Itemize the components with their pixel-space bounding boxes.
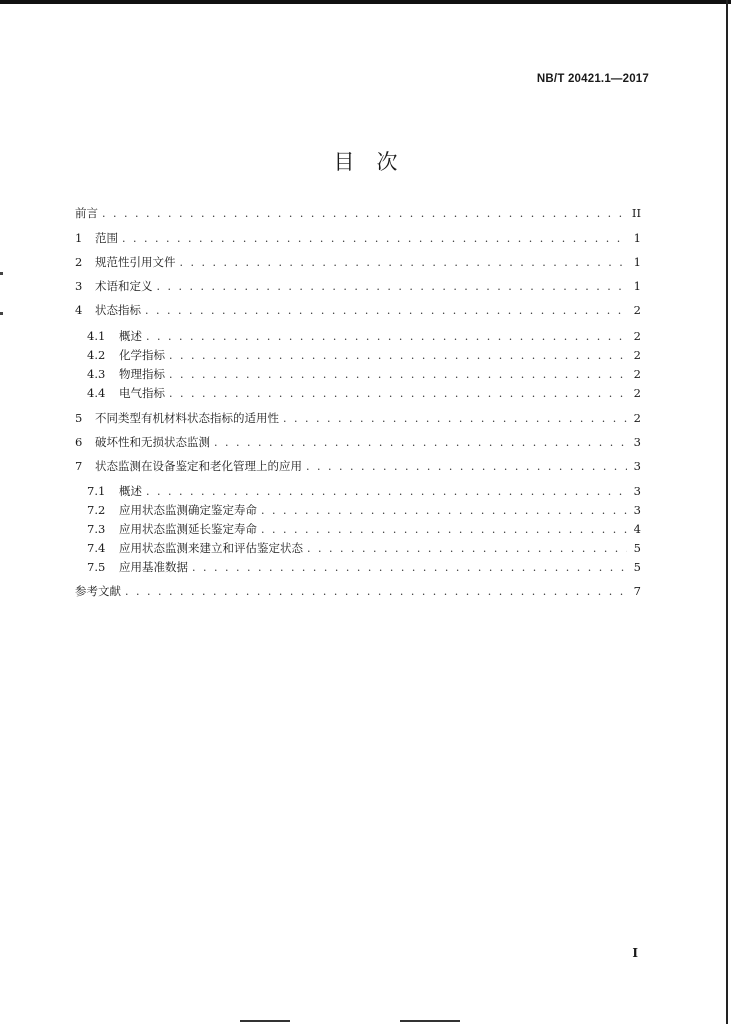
toc-leader-dots xyxy=(261,504,627,517)
toc-entry-number: 7.4 xyxy=(87,541,106,555)
toc-entry-label: 应用基准数据 xyxy=(119,560,188,574)
toc-entry[interactable] xyxy=(75,483,641,503)
toc-entry[interactable] xyxy=(75,385,641,405)
toc-entry-page: II xyxy=(631,206,641,220)
toc-entry-number: 7.1 xyxy=(87,484,106,498)
toc-entry-page: 2 xyxy=(633,411,641,425)
toc-entry-number: 7.5 xyxy=(87,560,106,574)
toc-leader-dots xyxy=(125,585,627,598)
toc-entry-page: 3 xyxy=(633,459,641,473)
toc-entry-label: 应用状态监测确定鉴定寿命 xyxy=(119,503,257,517)
toc-leader-dots xyxy=(283,412,627,425)
toc-leader-dots xyxy=(122,232,627,245)
toc-leader-dots xyxy=(146,485,627,498)
toc-entry-label: 破坏性和无损状态监测 xyxy=(95,435,210,449)
toc-leader-dots xyxy=(169,349,627,362)
toc-leader-dots xyxy=(146,330,627,343)
toc-entry[interactable] xyxy=(75,410,641,430)
toc-leader-dots xyxy=(169,368,627,381)
toc-entry-label: 不同类型有机材料状态指标的适用性 xyxy=(95,411,279,425)
toc-entry-number: 5 xyxy=(75,411,83,425)
toc-leader-dots xyxy=(306,460,627,473)
toc-entry[interactable] xyxy=(75,254,641,274)
toc-entry[interactable] xyxy=(75,521,641,541)
toc-entry-label: 规范性引用文件 xyxy=(95,255,176,269)
toc-entry[interactable] xyxy=(75,230,641,250)
toc-entry-label: 状态指标 xyxy=(95,303,141,317)
scan-top-border xyxy=(0,0,731,4)
toc-entry-number: 1 xyxy=(75,231,83,245)
toc-entry[interactable] xyxy=(75,540,641,560)
toc-leader-dots xyxy=(169,387,627,400)
toc-entry-page: 3 xyxy=(633,503,641,517)
toc-entry-page: 7 xyxy=(633,584,641,598)
toc-entry[interactable] xyxy=(75,302,641,322)
toc-entry-label: 术语和定义 xyxy=(95,279,153,293)
toc-entry[interactable] xyxy=(75,278,641,298)
toc-leader-dots xyxy=(192,561,627,574)
toc-entry-number: 4.1 xyxy=(87,329,106,343)
toc-entry-label: 应用状态监测来建立和评估鉴定状态 xyxy=(119,541,303,555)
toc-entry-label: 概述 xyxy=(119,484,142,498)
toc-entry-page: 2 xyxy=(633,386,641,400)
page-title: 目次 xyxy=(333,150,420,174)
toc-entry-page: 1 xyxy=(633,279,641,293)
toc-entry[interactable] xyxy=(75,583,641,603)
toc-entry-number: 7.3 xyxy=(87,522,106,536)
scan-speck xyxy=(0,272,3,275)
toc-entry-number: 3 xyxy=(75,279,83,293)
toc-entry[interactable] xyxy=(75,366,641,386)
toc-entry-label: 化学指标 xyxy=(119,348,165,362)
toc-entry-label: 状态监测在设备鉴定和老化管理上的应用 xyxy=(95,459,302,473)
toc-entry-page: 3 xyxy=(633,435,641,449)
toc-entry-label: 前言 xyxy=(75,206,98,220)
toc-entry-number: 6 xyxy=(75,435,83,449)
toc-entry-number: 4.4 xyxy=(87,386,106,400)
toc-entry[interactable] xyxy=(75,328,641,348)
toc-entry-label: 概述 xyxy=(119,329,142,343)
toc-entry-page: 5 xyxy=(633,560,641,574)
toc-entry-page: 1 xyxy=(633,255,641,269)
toc-entry[interactable] xyxy=(75,502,641,522)
toc-entry[interactable] xyxy=(75,205,641,225)
toc-entry-number: 4 xyxy=(75,303,83,317)
toc-entry-page: 1 xyxy=(633,231,641,245)
toc-entry-page: 5 xyxy=(633,541,641,555)
toc-leader-dots xyxy=(261,523,627,536)
toc-entry-number: 4.3 xyxy=(87,367,106,381)
toc-leader-dots xyxy=(180,256,628,269)
toc-entry[interactable] xyxy=(75,458,641,478)
toc-leader-dots xyxy=(157,280,628,293)
toc-entry-label: 参考文献 xyxy=(75,584,121,598)
toc-leader-dots xyxy=(102,207,627,220)
toc-entry[interactable] xyxy=(75,347,641,367)
standard-number: NB/T 20421.1—2017 xyxy=(536,73,649,85)
page-number: I xyxy=(632,946,638,960)
toc-entry-number: 7 xyxy=(75,459,83,473)
scan-speck xyxy=(0,312,3,315)
toc-entry-label: 应用状态监测延长鉴定寿命 xyxy=(119,522,257,536)
toc-leader-dots xyxy=(307,542,627,555)
toc-entry[interactable] xyxy=(75,559,641,579)
toc-entry-number: 7.2 xyxy=(87,503,106,517)
toc-entry[interactable] xyxy=(75,434,641,454)
toc-entry-label: 范围 xyxy=(95,231,118,245)
toc-entry-page: 4 xyxy=(633,522,641,536)
toc-entry-page: 3 xyxy=(633,484,641,498)
toc-leader-dots xyxy=(145,304,627,317)
toc-entry-page: 2 xyxy=(633,367,641,381)
toc-entry-page: 2 xyxy=(633,329,641,343)
scan-mark xyxy=(400,1020,460,1022)
toc-entry-label: 物理指标 xyxy=(119,367,165,381)
toc-entry-number: 4.2 xyxy=(87,348,106,362)
toc-leader-dots xyxy=(214,436,627,449)
toc-entry-number: 2 xyxy=(75,255,83,269)
toc-entry-label: 电气指标 xyxy=(119,386,165,400)
scan-mark xyxy=(240,1020,290,1022)
toc-entry-page: 2 xyxy=(633,303,641,317)
toc-entry-page: 2 xyxy=(633,348,641,362)
